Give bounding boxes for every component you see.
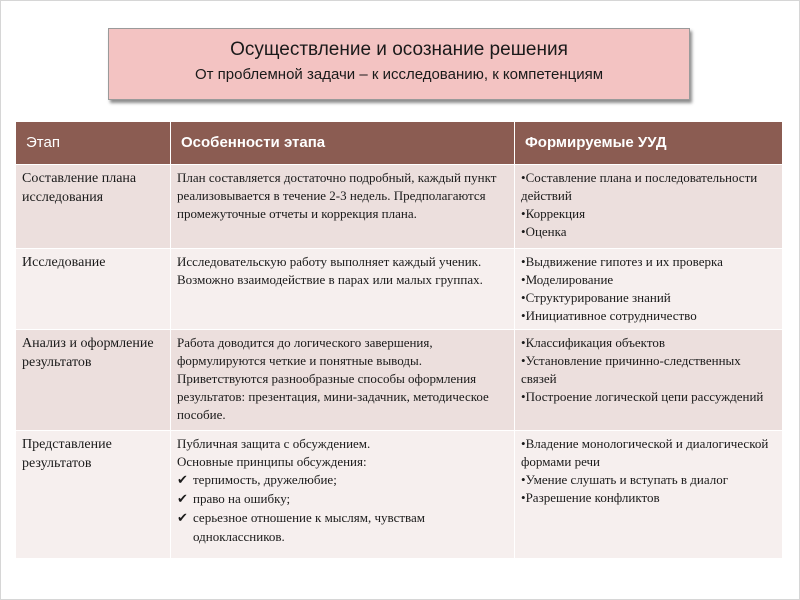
uud-item: • Умение слушать и вступать в диалог: [521, 471, 776, 489]
slide-subtitle: От проблемной задачи – к исследованию, к компетенциям: [194, 66, 604, 83]
uud-item: • Установление причинно-следственных связей: [521, 352, 776, 388]
table-row: [16, 249, 783, 330]
table-row: [16, 330, 783, 431]
features-subheading: Основные принципы обсуждения:: [177, 454, 367, 469]
features-cell: Работа доводится до логического завершения, формулируются четкие и понятные выводы. Приветствуются разнообразные способы оформления результатов: презентация, мини-задачник, методическое пособие.: [171, 330, 515, 431]
stage-cell: Представление результатов: [16, 431, 171, 559]
stages-table: [15, 121, 783, 559]
column-header-stage: Этап: [16, 122, 171, 165]
uud-item: • Составление плана и последовательности действий: [521, 169, 776, 205]
uud-item: • Выдвижение гипотез и их проверка: [521, 253, 776, 271]
table-row: [16, 431, 783, 559]
uud-cell: [515, 165, 783, 249]
uud-item: • Классификация объектов: [521, 334, 776, 352]
uud-item: • Построение логической цепи рассуждений: [521, 388, 776, 406]
stage-cell: Анализ и оформление результатов: [16, 330, 171, 431]
uud-item: • Коррекция: [521, 205, 776, 223]
column-header-uud: Формируемые УУД: [515, 122, 783, 165]
stage-cell: Составление плана исследования: [16, 165, 171, 249]
slide-title: Осуществление и осознание решения: [230, 39, 568, 60]
uud-item: • Инициативное сотрудничество: [521, 307, 776, 325]
features-cell: Исследовательскую работу выполняет каждый ученик. Возможно взаимодействие в парах или малых группах.: [171, 249, 515, 330]
check-icon: ✔: [177, 511, 188, 526]
uud-item: • Моделирование: [521, 271, 776, 289]
features-cell: [171, 431, 515, 559]
principle-item: ✔ терпимость, дружелюбие;: [177, 472, 337, 488]
uud-item: • Владение монологической и диалогической формами речи: [521, 435, 776, 471]
uud-item: • Оценка: [521, 223, 776, 241]
uud-cell: [515, 431, 783, 559]
features-intro: Публичная защита с обсуждением.: [177, 436, 371, 451]
table-row: [16, 165, 783, 249]
column-header-features: Особенности этапа: [171, 122, 515, 165]
principle-item: ✔ право на ошибку;: [177, 491, 291, 507]
uud-item: • Разрешение конфликтов: [521, 489, 776, 507]
table-header-row: [16, 122, 783, 165]
uud-item: • Структурирование знаний: [521, 289, 776, 307]
uud-cell: [515, 330, 783, 431]
check-icon: ✔: [177, 492, 188, 507]
features-cell: План составляется достаточно подробный, каждый пункт реализовывается в течение 2-3 недель. Предполагаются промежуточные отчеты и коррекция плана.: [171, 165, 515, 249]
stage-cell: Исследование: [16, 249, 171, 330]
uud-cell: [515, 249, 783, 330]
principle-item: ✔ серьезное отношение к мыслям, чувствам одноклассников.: [177, 510, 426, 544]
title-banner: [108, 28, 690, 100]
check-icon: ✔: [177, 473, 188, 488]
